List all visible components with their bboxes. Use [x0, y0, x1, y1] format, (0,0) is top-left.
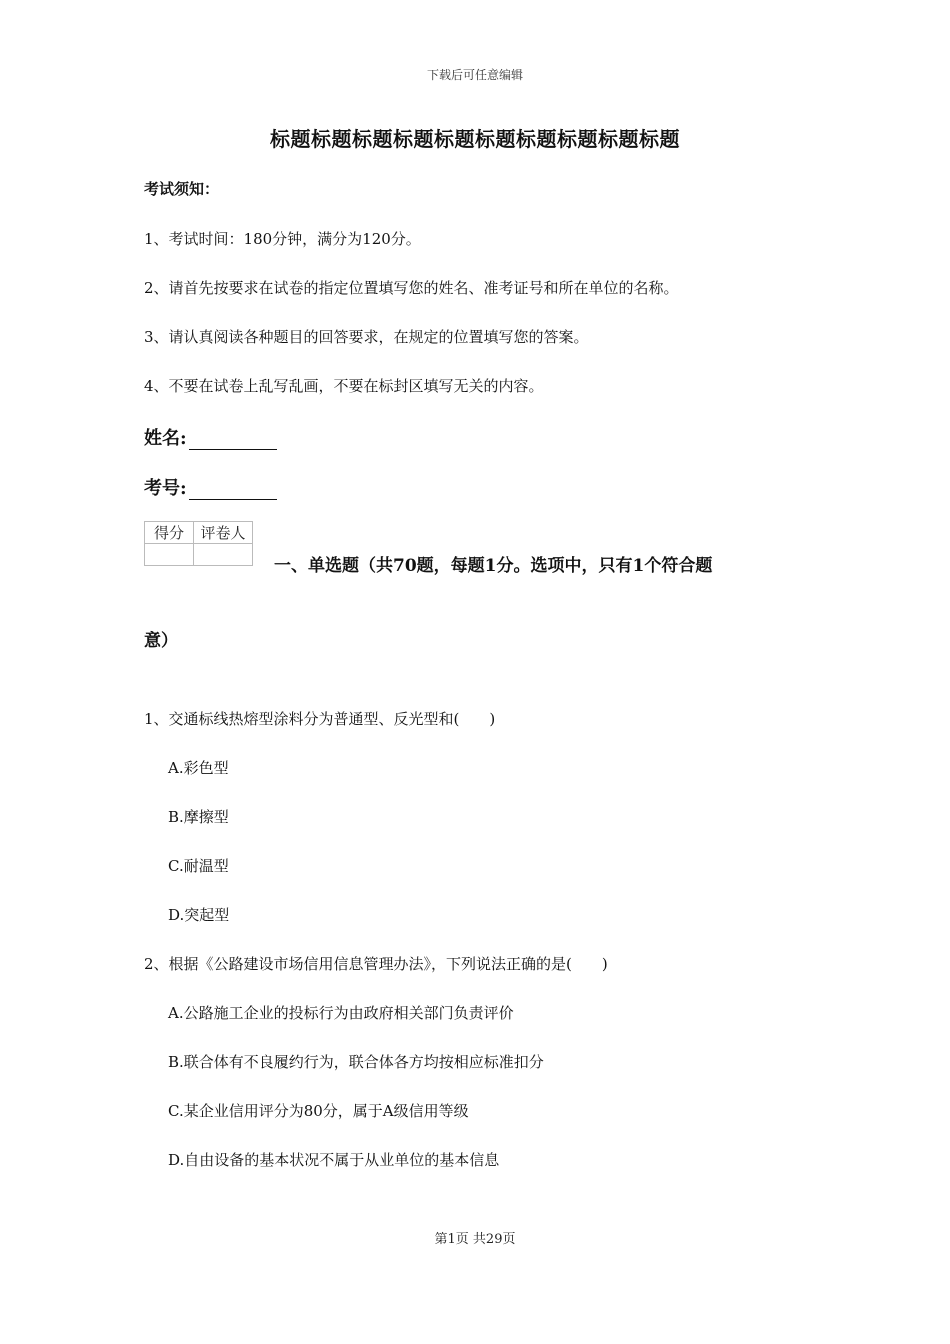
notice-heading: 考试须知：: [144, 180, 220, 198]
page-header-note: 下载后可任意编辑: [426, 68, 523, 82]
notice-item: 1、考试时间：180分钟，满分为120分。: [144, 230, 421, 248]
question-option: C.耐温型: [168, 857, 229, 875]
section-title-continued: 意）: [144, 631, 178, 651]
notice-item: 3、请认真阅读各种题目的回答要求，在规定的位置填写您的答案。: [144, 328, 589, 346]
question-option: B.联合体有不良履约行为，联合体各方均按相应标准扣分: [168, 1053, 544, 1071]
question-option: A.彩色型: [168, 759, 229, 777]
question-option: C.某企业信用评分为80分，属于A级信用等级: [168, 1102, 469, 1120]
question-option: A.公路施工企业的投标行为由政府相关部门负责评价: [168, 1004, 514, 1022]
grader-header: 评卷人: [194, 522, 253, 544]
page-number: 第1页 共29页: [434, 1232, 516, 1247]
score-header: 得分: [145, 522, 194, 544]
name-field: [144, 424, 277, 450]
question-option: B.摩擦型: [168, 808, 229, 826]
score-table: [144, 521, 253, 566]
name-label: 姓名:: [144, 428, 187, 449]
question-stem: 1、交通标线热熔型涂料分为普通型、反光型和( ): [144, 710, 496, 728]
grader-cell: [194, 544, 253, 566]
document-title: 标题标题标题标题标题标题标题标题标题标题: [270, 127, 680, 151]
name-blank-line[interactable]: [189, 433, 277, 450]
exam-id-label: 考号:: [144, 478, 187, 499]
exam-id-field: [144, 474, 277, 500]
notice-item: 4、不要在试卷上乱写乱画，不要在标封区填写无关的内容。: [144, 377, 544, 395]
notice-item: 2、请首先按要求在试卷的指定位置填写您的姓名、准考证号和所在单位的名称。: [144, 279, 679, 297]
exam-id-blank-line[interactable]: [189, 483, 277, 500]
question-option: D.突起型: [168, 906, 230, 924]
question-option: D.自由设备的基本状况不属于从业单位的基本信息: [168, 1151, 500, 1169]
section-title: 一、单选题（共70题，每题1分。选项中，只有1个符合题: [274, 556, 713, 576]
score-cell: [145, 544, 194, 566]
question-stem: 2、根据《公路建设市场信用信息管理办法》，下列说法正确的是( ): [144, 955, 608, 973]
